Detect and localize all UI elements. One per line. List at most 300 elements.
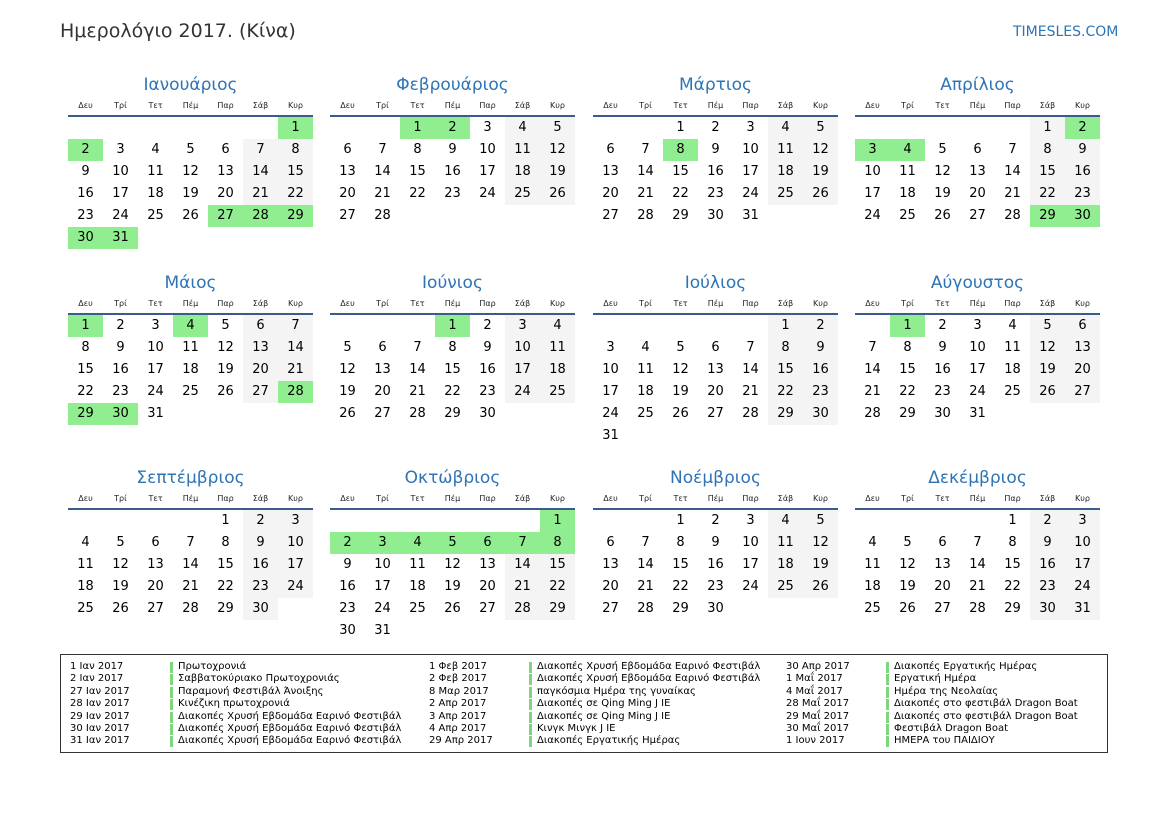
day-cell: 3	[116, 142, 125, 157]
weekday-label: Τετ	[935, 494, 950, 503]
weekday-label: Παρ	[217, 101, 234, 110]
day-cell: 28	[182, 601, 199, 616]
day-cell: 21	[182, 579, 199, 594]
day-cell: 13	[147, 557, 164, 572]
day-cell: 8	[768, 337, 803, 359]
legend-row	[786, 735, 1126, 747]
day-cell: 16	[444, 164, 461, 179]
weekday-header	[593, 97, 838, 117]
day-cell: 18	[147, 186, 164, 201]
legend-date: 1 Ιουν 2017	[786, 735, 845, 747]
day-cell: 4	[151, 142, 160, 157]
day-cell: 10	[864, 164, 881, 179]
day-cell: 21	[742, 384, 759, 399]
day-grid	[330, 117, 575, 227]
weekday-label: Παρ	[1004, 494, 1021, 503]
day-cell: 27	[374, 406, 391, 421]
day-cell: 17	[864, 186, 881, 201]
weekday-label: Δευ	[603, 299, 618, 308]
weekday-label: Δευ	[78, 494, 93, 503]
site-link[interactable]: TIMESLES.COM	[1013, 24, 1119, 40]
day-cell: 26	[803, 183, 838, 205]
weekday-label: Τετ	[410, 299, 425, 308]
day-cell: 31	[602, 428, 619, 443]
day-cell: 19	[1030, 359, 1065, 381]
weekday-label: Κυρ	[550, 299, 565, 308]
empty-cell	[960, 510, 995, 532]
day-cell: 6	[606, 535, 615, 550]
weekday-label: Τετ	[673, 494, 688, 503]
day-cell: 5	[803, 117, 838, 139]
day-cell: 2	[938, 318, 947, 333]
day-cell: 19	[112, 579, 129, 594]
legend-date: 4 Μαΐ 2017	[786, 685, 843, 697]
month-name: Μάρτιος	[678, 75, 753, 95]
legend-row	[786, 711, 1126, 723]
day-grid	[68, 510, 313, 620]
weekday-label: Σάβ	[777, 299, 794, 308]
day-cell: 2	[116, 318, 125, 333]
day-cell: 27	[602, 601, 619, 616]
legend-holiday-name: Διακοπές Χρυσή Εβδομάδα Εαρινό Φεστιβάλ	[537, 673, 761, 685]
day-cell: 2	[711, 513, 720, 528]
legend-marker	[170, 699, 173, 710]
weekday-label: Κυρ	[1075, 101, 1090, 110]
legend-date: 29 Απρ 2017	[429, 735, 493, 747]
legend-date: 3 Απρ 2017	[429, 710, 487, 722]
legend-holiday-name: Διακοπές Χρυσή Εβδομάδα Εαρινό Φεστιβάλ	[537, 661, 761, 672]
day-cell: 1	[768, 315, 803, 337]
day-cell: 22	[672, 186, 689, 201]
month-name: Ιούνιος	[422, 273, 483, 293]
day-cell: 24	[969, 384, 986, 399]
day-cell: 9	[711, 535, 720, 550]
weekday-label: Πέμ	[444, 494, 461, 503]
day-cell: 23	[77, 208, 94, 223]
day-cell: 12	[1030, 337, 1065, 359]
day-cell: 7	[868, 340, 877, 355]
legend-holiday-name: Κινγκ Μινγκ J IE	[537, 723, 616, 734]
day-cell: 21	[1004, 186, 1021, 201]
day-cell: 14	[278, 337, 313, 359]
day-cell: 11	[864, 557, 881, 572]
day-cell: 31	[1065, 598, 1100, 620]
day-cell: 29	[217, 601, 234, 616]
day-cell: 3	[973, 318, 982, 333]
empty-cell	[470, 510, 505, 532]
day-cell: 19	[803, 554, 838, 576]
legend-marker	[529, 699, 532, 710]
weekday-label: Τρί	[376, 101, 389, 110]
weekday-label: Πέμ	[444, 299, 461, 308]
holiday-day-cell: 8	[663, 139, 698, 161]
legend-date: 1 Μαΐ 2017	[786, 673, 843, 685]
weekday-label: Κυρ	[1075, 299, 1090, 308]
day-cell: 22	[899, 384, 916, 399]
day-cell: 23	[479, 384, 496, 399]
day-cell: 18	[77, 579, 94, 594]
day-cell: 17	[505, 359, 540, 381]
day-cell: 22	[409, 186, 426, 201]
day-cell: 31	[742, 208, 759, 223]
day-cell: 7	[278, 315, 313, 337]
day-cell: 4	[768, 117, 803, 139]
legend-holiday-name: Διακοπές στο φεστιβάλ Dragon Boat	[894, 698, 1078, 710]
day-cell: 29	[1004, 601, 1021, 616]
day-cell: 26	[540, 183, 575, 205]
day-cell: 12	[934, 164, 951, 179]
day-cell: 29	[540, 598, 575, 620]
day-cell: 24	[374, 601, 391, 616]
day-cell: 10	[147, 340, 164, 355]
day-cell: 21	[864, 384, 881, 399]
day-grid	[330, 510, 575, 642]
empty-cell	[138, 510, 173, 532]
month-calendar	[68, 271, 313, 425]
empty-cell	[855, 510, 890, 532]
day-cell: 1	[221, 513, 230, 528]
weekday-label: Πέμ	[182, 494, 199, 503]
legend-row	[70, 673, 410, 685]
month-calendar	[68, 73, 313, 249]
day-cell: 28	[374, 208, 391, 223]
weekday-header	[68, 97, 313, 117]
day-cell: 10	[742, 142, 759, 157]
day-cell: 23	[803, 381, 838, 403]
day-cell: 5	[676, 340, 685, 355]
empty-cell	[855, 117, 890, 139]
day-cell: 25	[768, 576, 803, 598]
weekday-label: Τρί	[114, 494, 127, 503]
day-cell: 15	[409, 164, 426, 179]
day-cell: 18	[540, 359, 575, 381]
legend-date: 29 Μαΐ 2017	[786, 710, 850, 722]
legend-marker	[170, 736, 173, 747]
legend-date: 2 Ιαν 2017	[70, 673, 124, 685]
holiday-legend	[60, 654, 1108, 753]
weekday-header	[593, 490, 838, 510]
legend-date: 2 Απρ 2017	[429, 698, 487, 710]
day-cell: 15	[1030, 161, 1065, 183]
day-grid	[68, 315, 313, 425]
day-cell: 17	[147, 362, 164, 377]
day-cell: 11	[768, 139, 803, 161]
day-cell: 10	[969, 340, 986, 355]
weekday-label: Δευ	[865, 299, 880, 308]
legend-date: 4 Απρ 2017	[429, 723, 487, 734]
legend-row	[70, 661, 410, 673]
day-cell: 5	[938, 142, 947, 157]
legend-row	[429, 686, 769, 698]
day-cell: 21	[243, 183, 278, 205]
month-name: Φεβρουάριος	[396, 75, 509, 95]
holiday-day-cell: 29	[278, 205, 313, 227]
day-cell: 20	[969, 186, 986, 201]
day-cell: 15	[1004, 557, 1021, 572]
day-cell: 14	[505, 554, 540, 576]
day-cell: 17	[479, 164, 496, 179]
day-cell: 7	[378, 142, 387, 157]
day-cell: 23	[112, 384, 129, 399]
empty-cell	[330, 510, 365, 532]
day-cell: 15	[672, 557, 689, 572]
empty-cell	[208, 117, 243, 139]
weekday-label: Τρί	[901, 299, 914, 308]
day-cell: 4	[540, 315, 575, 337]
legend-row	[429, 673, 769, 685]
day-cell: 17	[374, 579, 391, 594]
day-cell: 18	[768, 161, 803, 183]
weekday-label: Σάβ	[514, 494, 531, 503]
day-cell: 22	[672, 579, 689, 594]
day-cell: 31	[374, 623, 391, 638]
day-cell: 17	[602, 384, 619, 399]
weekday-header	[330, 97, 575, 117]
day-cell: 6	[1065, 315, 1100, 337]
day-cell: 10	[742, 535, 759, 550]
empty-cell	[138, 117, 173, 139]
day-cell: 12	[217, 340, 234, 355]
day-cell: 16	[803, 359, 838, 381]
month-name: Νοέμβριος	[670, 468, 761, 488]
empty-cell	[103, 117, 138, 139]
weekday-label: Σάβ	[1039, 101, 1056, 110]
day-cell: 8	[81, 340, 90, 355]
day-cell: 3	[505, 315, 540, 337]
weekday-label: Παρ	[479, 494, 496, 503]
empty-cell	[698, 315, 733, 337]
day-cell: 14	[969, 557, 986, 572]
day-cell: 22	[768, 381, 803, 403]
day-cell: 21	[278, 359, 313, 381]
legend-marker	[170, 712, 173, 723]
day-cell: 30	[243, 598, 278, 620]
holiday-day-cell: 1	[68, 315, 103, 337]
month-calendar	[855, 73, 1100, 227]
legend-row	[786, 661, 1126, 673]
day-cell: 16	[243, 554, 278, 576]
day-cell: 10	[374, 557, 391, 572]
day-cell: 9	[448, 142, 457, 157]
weekday-label: Κυρ	[550, 494, 565, 503]
legend-date: 1 Φεβ 2017	[429, 661, 487, 672]
day-grid	[855, 315, 1100, 425]
day-cell: 9	[243, 532, 278, 554]
empty-cell	[330, 117, 365, 139]
day-cell: 27	[1065, 381, 1100, 403]
day-cell: 9	[483, 340, 492, 355]
day-cell: 16	[1065, 161, 1100, 183]
day-cell: 15	[444, 362, 461, 377]
empty-cell	[505, 510, 540, 532]
weekday-label: Παρ	[479, 299, 496, 308]
legend-holiday-name: Διακοπές Χρυσή Εβδομάδα Εαρινό Φεστιβάλ	[178, 723, 402, 734]
empty-cell	[173, 510, 208, 532]
day-cell: 30	[339, 623, 356, 638]
day-cell: 9	[81, 164, 90, 179]
legend-date: 31 Ιαν 2017	[70, 735, 130, 747]
day-cell: 16	[1030, 554, 1065, 576]
day-cell: 21	[969, 579, 986, 594]
day-cell: 8	[903, 340, 912, 355]
weekday-label: Πέμ	[444, 101, 461, 110]
day-cell: 15	[768, 359, 803, 381]
day-cell: 7	[641, 535, 650, 550]
day-cell: 4	[505, 117, 540, 139]
holiday-day-cell: 1	[400, 117, 435, 139]
legend-row	[786, 723, 1126, 735]
empty-cell	[593, 117, 628, 139]
weekday-label: Παρ	[217, 494, 234, 503]
holiday-day-cell: 2	[1065, 117, 1100, 139]
day-cell: 3	[746, 120, 755, 135]
day-cell: 28	[637, 208, 654, 223]
day-cell: 23	[707, 186, 724, 201]
day-cell: 6	[973, 142, 982, 157]
legend-row	[70, 723, 410, 735]
day-cell: 31	[147, 406, 164, 421]
legend-marker	[529, 662, 532, 673]
day-cell: 16	[707, 557, 724, 572]
weekday-header	[593, 295, 838, 315]
empty-cell	[855, 315, 890, 337]
weekday-label: Σάβ	[777, 494, 794, 503]
month-calendar	[593, 271, 838, 447]
day-cell: 14	[243, 161, 278, 183]
day-cell: 23	[934, 384, 951, 399]
legend-holiday-name: Διακοπές Χρυσή Εβδομάδα Εαρινό Φεστιβάλ	[178, 735, 402, 747]
day-cell: 10	[112, 164, 129, 179]
weekday-label: Δευ	[340, 299, 355, 308]
weekday-label: Σάβ	[252, 299, 269, 308]
weekday-label: Δευ	[340, 494, 355, 503]
day-cell: 3	[1065, 510, 1100, 532]
weekday-label: Παρ	[217, 299, 234, 308]
legend-marker	[529, 712, 532, 723]
weekday-label: Δευ	[78, 101, 93, 110]
weekday-label: Τρί	[376, 299, 389, 308]
holiday-day-cell: 2	[330, 532, 365, 554]
day-cell: 29	[444, 406, 461, 421]
day-cell: 26	[339, 406, 356, 421]
day-cell: 20	[243, 359, 278, 381]
legend-holiday-name: Διακοπές Εργατικής Ημέρας	[894, 661, 1038, 672]
month-name: Μάιος	[164, 273, 217, 293]
day-cell: 9	[711, 142, 720, 157]
day-cell: 7	[243, 139, 278, 161]
empty-cell	[243, 117, 278, 139]
day-cell: 7	[186, 535, 195, 550]
day-cell: 30	[803, 403, 838, 425]
day-cell: 15	[899, 362, 916, 377]
day-cell: 18	[768, 554, 803, 576]
day-cell: 30	[707, 208, 724, 223]
legend-row	[70, 711, 410, 723]
day-cell: 1	[1008, 513, 1017, 528]
day-cell: 16	[339, 579, 356, 594]
day-cell: 8	[278, 139, 313, 161]
day-grid	[593, 315, 838, 447]
holiday-day-cell: 1	[540, 510, 575, 532]
day-cell: 16	[707, 164, 724, 179]
month-calendar	[855, 271, 1100, 425]
legend-holiday-name: Διακοπές Εργατικής Ημέρας	[537, 735, 681, 747]
day-cell: 30	[1030, 598, 1065, 620]
legend-row	[429, 698, 769, 710]
month-calendar	[330, 271, 575, 425]
day-cell: 6	[938, 535, 947, 550]
weekday-label: Δευ	[603, 494, 618, 503]
empty-cell	[593, 510, 628, 532]
day-cell: 13	[1065, 337, 1100, 359]
day-cell: 5	[116, 535, 125, 550]
day-cell: 25	[182, 384, 199, 399]
legend-row	[429, 661, 769, 673]
legend-row	[429, 711, 769, 723]
day-cell: 19	[217, 362, 234, 377]
day-cell: 5	[1030, 315, 1065, 337]
weekday-label: Σάβ	[1039, 494, 1056, 503]
day-cell: 12	[339, 362, 356, 377]
weekday-label: Κυρ	[550, 101, 565, 110]
day-cell: 10	[278, 532, 313, 554]
day-cell: 11	[147, 164, 164, 179]
day-cell: 20	[479, 579, 496, 594]
day-cell: 10	[479, 142, 496, 157]
day-grid	[593, 117, 838, 227]
day-cell: 26	[934, 208, 951, 223]
day-cell: 14	[182, 557, 199, 572]
day-cell: 5	[186, 142, 195, 157]
day-grid	[593, 510, 838, 620]
day-cell: 22	[1030, 183, 1065, 205]
day-cell: 18	[182, 362, 199, 377]
holiday-day-cell: 3	[365, 532, 400, 554]
day-cell: 6	[243, 315, 278, 337]
day-cell: 20	[374, 384, 391, 399]
month-calendar	[68, 466, 313, 620]
day-cell: 27	[934, 601, 951, 616]
day-cell: 1	[1030, 117, 1065, 139]
weekday-label: Τετ	[410, 101, 425, 110]
day-cell: 22	[540, 576, 575, 598]
day-cell: 23	[1030, 576, 1065, 598]
day-cell: 12	[540, 139, 575, 161]
day-cell: 5	[343, 340, 352, 355]
weekday-label: Τρί	[114, 299, 127, 308]
month-name: Σεπτέμβριος	[136, 468, 245, 488]
month-name: Αύγουστος	[930, 273, 1025, 293]
month-name: Οκτώβριος	[404, 468, 501, 488]
day-cell: 24	[1065, 576, 1100, 598]
day-cell: 18	[505, 161, 540, 183]
day-grid	[330, 315, 575, 425]
day-cell: 19	[899, 579, 916, 594]
day-cell: 11	[637, 362, 654, 377]
holiday-day-cell: 4	[173, 315, 208, 337]
holiday-day-cell: 29	[68, 403, 103, 425]
legend-holiday-name: ΗΜΕΡΑ του ΠΑΙΔΙΟΥ	[894, 735, 995, 747]
day-cell: 20	[1065, 359, 1100, 381]
day-cell: 17	[969, 362, 986, 377]
day-cell: 17	[742, 557, 759, 572]
day-cell: 7	[973, 535, 982, 550]
weekday-label: Τρί	[639, 494, 652, 503]
day-cell: 30	[934, 406, 951, 421]
weekday-label: Τετ	[673, 101, 688, 110]
day-cell: 24	[742, 579, 759, 594]
weekday-label: Κυρ	[813, 494, 828, 503]
